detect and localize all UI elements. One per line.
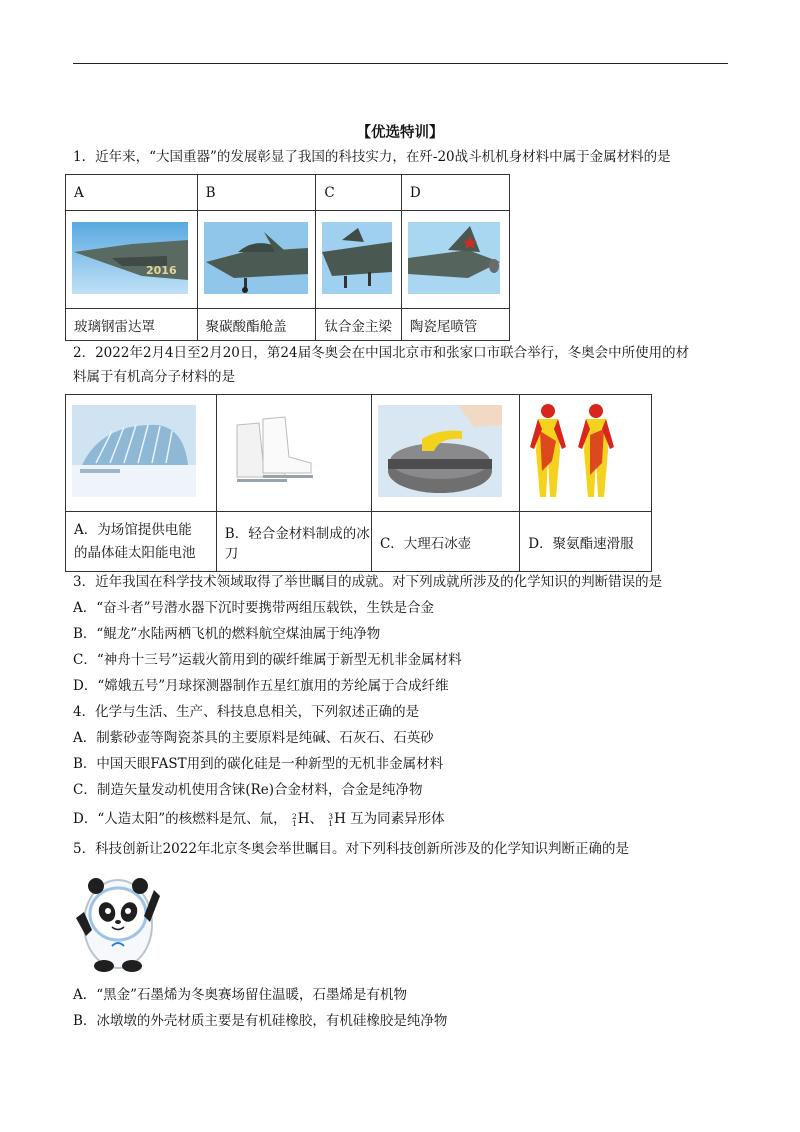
q1-header-b: B [197, 175, 316, 211]
q4-stem: 4．化学与生活、生产、科技息息相关，下列叙述正确的是 [73, 704, 420, 720]
q1-image-a-cell [66, 211, 198, 309]
q4-option-d-suffix: 互为同素异形体 [350, 811, 445, 827]
q2-option-c-label: C．大理石冰壶 [371, 512, 519, 572]
curling-stone-image [378, 405, 502, 497]
isotope-2-symbol: H [334, 811, 346, 827]
q1-header-d: D [401, 175, 509, 211]
q2-stem-line1: 2．2022年2月4日至2月20日，第24届冬奥会在中国北京市和张家口市联合举行，冬奥会中所使用的材 [73, 345, 690, 361]
isotope-2-number: 1 [328, 818, 334, 828]
q3-option-a: A．“奋斗者”号潜水器下沉时要携带两组压载铁，生铁是合金 [73, 600, 435, 616]
q4-option-d [73, 810, 445, 828]
q2-options-table [65, 394, 652, 572]
q1-options-table [65, 174, 510, 341]
top-rule [73, 63, 728, 64]
q1-header-c: C [316, 175, 401, 211]
q4-option-c: C．制造矢量发动机使用含铼(Re)合金材料，合金是纯净物 [73, 782, 423, 798]
q2-option-a-line1: A．为场馆提供电能 [74, 521, 192, 538]
jet-beam-image [322, 222, 392, 294]
q4-option-a: A．制紫砂壶等陶瓷茶具的主要原料是纯碱、石灰石、石英砂 [73, 730, 434, 746]
q2-image-c-cell [371, 395, 519, 512]
isotope-1-symbol: H、 [297, 811, 323, 827]
bing-dwen-dwen-image [72, 866, 164, 974]
q5-option-a: A．“黑金”石墨烯为冬奥赛场留住温暖，石墨烯是有机物 [73, 987, 408, 1003]
q2-stem-line2: 料属于有机高分子材料的是 [73, 369, 235, 385]
q2-image-a-cell [66, 395, 217, 512]
q3-option-b: B．“鲲龙”水陆两栖飞机的燃料航空煤油属于纯净物 [73, 626, 381, 642]
isotope-1-mass: 2 [291, 811, 297, 821]
jet-canopy-image [204, 222, 308, 294]
q2-option-a-label [66, 512, 217, 572]
isotope-2-mass: 3 [328, 811, 334, 821]
q2-image-d-cell [520, 395, 652, 512]
ice-skates-image [223, 405, 323, 497]
q2-option-a-line2: 的晶体硅太阳能电池 [74, 544, 196, 561]
isotope-1-number: 1 [291, 818, 297, 828]
q1-option-b-label: 聚碳酸酯舱盖 [197, 309, 316, 341]
q1-header-a: A [66, 175, 198, 211]
q1-image-c-cell [316, 211, 401, 309]
q4-option-d-prefix: D．“人造太阳”的核燃料是氘、氚， [73, 811, 287, 827]
q2-image-b-cell [216, 395, 371, 512]
q3-stem: 3．近年我国在科学技术领域取得了举世瞩目的成就。对下列成就所涉及的化学知识的判断错误的是 [73, 574, 663, 590]
q1-stem: 1．近年来，“大国重器”的发展彰显了我国的科技实力，在歼-20战斗机机身材料中属于金属材料的是 [73, 149, 671, 165]
jet-tail-image [408, 222, 500, 294]
skating-suit-image [526, 401, 622, 501]
jet-nose-image [72, 222, 188, 294]
section-title: 【优选特训】 [356, 124, 444, 141]
q5-option-b: B．冰墩墩的外壳材质主要是有机硅橡胶，有机硅橡胶是纯净物 [73, 1013, 448, 1029]
stadium-image [72, 405, 196, 497]
q1-image-b-cell [197, 211, 316, 309]
q1-option-d-label: 陶瓷尾喷管 [401, 309, 509, 341]
isotope-2-scripts [328, 813, 333, 827]
q2-option-b-label: B．轻合金材料制成的冰刀 [216, 512, 371, 572]
q5-stem: 5．科技创新让2022年北京冬奥会举世瞩目。对下列科技创新所涉及的化学知识判断正确的是 [73, 841, 629, 857]
q4-option-b: B．中国天眼FAST用到的碳化硅是一种新型的无机非金属材料 [73, 756, 444, 772]
isotope-1-scripts [292, 813, 297, 827]
q3-option-d: D．“嫦娥五号”月球探测器制作五星红旗用的芳纶属于合成纤维 [73, 678, 449, 694]
jet-number-text: 2016 [146, 263, 177, 277]
q1-option-a-label: 玻璃钢雷达罩 [66, 309, 198, 341]
q2-option-d-label: D．聚氨酯速滑服 [520, 512, 652, 572]
q3-option-c: C．“神舟十三号”运载火箭用到的碳纤维属于新型无机非金属材料 [73, 652, 462, 668]
q1-option-c-label: 钛合金主梁 [316, 309, 401, 341]
q1-image-d-cell [401, 211, 509, 309]
